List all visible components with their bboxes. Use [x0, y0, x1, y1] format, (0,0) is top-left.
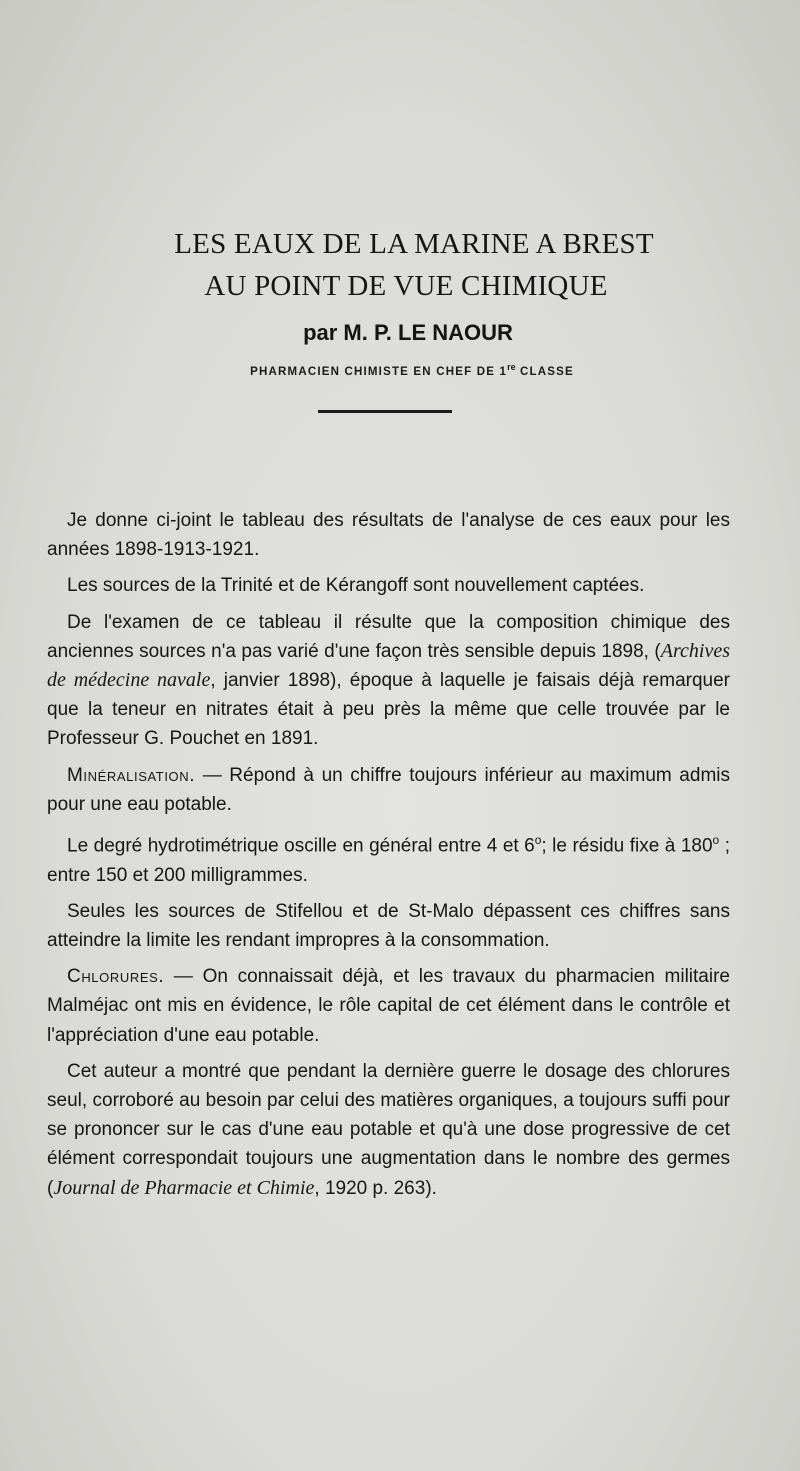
paragraph-chlorures: [47, 962, 730, 1050]
paragraph-examination-text-b: , janvier 1898), époque à laquelle je faisais déjà remarquer que la teneur en nitrates était à peu près la même que celle trouvée par le Professeur G. Pouchet en 1891.: [47, 670, 731, 750]
paragraph-hydrotimetry: [47, 826, 730, 890]
paragraph-hydrotimetry-text-c: ; entre 150 et 200 milligrammes.: [47, 835, 730, 886]
citation-journal: Journal de Pharmacie et Chimie: [53, 1176, 315, 1199]
paragraph-hydrotimetry-text-b: ; le résidu fixe à 180: [541, 835, 713, 857]
paragraph-sources: Les sources de la Trinité et de Kérangoff sont nouvellement captées.: [67, 575, 645, 597]
article-title-line-2: AU POINT DE VUE CHIMIQUE: [204, 270, 608, 302]
article-body: [47, 506, 730, 1210]
paragraph-examination-text-a: De l'examen de ce tableau il résulte que la composition chimique des anciennes sources n'a pas varié d'une façon très sensible depuis 1898, (: [47, 611, 730, 662]
author-affiliation: [12, 362, 800, 378]
title-divider: [318, 410, 452, 413]
section-heading-chlorures: Chlorures.: [67, 966, 165, 988]
paragraph-examination: [47, 608, 730, 754]
paragraph-hydrotimetry-text-a: Le degré hydrotimétrique oscille en général entre 4 et 6: [67, 835, 535, 857]
paragraph-author-findings-text-b: , 1920 p. 263).: [314, 1177, 437, 1199]
paragraph-author-findings-text-a: Cet auteur a montré que pendant la dernière guerre le dosage des chlorures seul, corroboré au besoin par celui des matières organiques, a toujours suffi pour se prononcer sur le cas d'une eau potable et qu'à une dose progressive de cet élément correspondait toujours une augmentation dans le nombre des germes (: [47, 1060, 730, 1199]
degree-mark-2: o: [712, 833, 720, 848]
paragraph-exceptions: Seules les sources de Stifellou et de St-Malo dépassent ces chiffres sans atteindre la limite les rendant impropres à la consommation.: [47, 900, 730, 951]
affiliation-ordinal: re: [507, 362, 516, 372]
section-heading-mineralisation: Minéralisation.: [67, 764, 196, 786]
paragraph-mineralisation-text: — Répond à un chiffre toujours inférieur au maximum admis pour une eau potable.: [47, 764, 730, 815]
affiliation-class: CLASSE: [515, 365, 574, 378]
article-title-line-1: LES EAUX DE LA MARINE A BREST: [174, 228, 654, 260]
paragraph-mineralisation: [47, 761, 730, 819]
citation-archives: Archives de médecine navale: [47, 639, 730, 692]
affiliation-text: PHARMACIEN CHIMISTE EN CHEF DE 1: [250, 365, 508, 378]
paragraph-author-findings: [47, 1057, 730, 1203]
author-byline: par M. P. LE NAOUR: [303, 320, 513, 345]
degree-mark-1: o: [534, 833, 542, 848]
paragraph-chlorures-text: — On connaissait déjà, et les travaux du pharmacien militaire Malméjac ont mis en évidence, le rôle capital de cet élément dans le contrôle et l'appréciation d'une eau potable.: [47, 966, 730, 1046]
paragraph-intro: Je donne ci-joint le tableau des résultats de l'analyse de ces eaux pour les années 1898-1913-1921.: [47, 510, 730, 561]
